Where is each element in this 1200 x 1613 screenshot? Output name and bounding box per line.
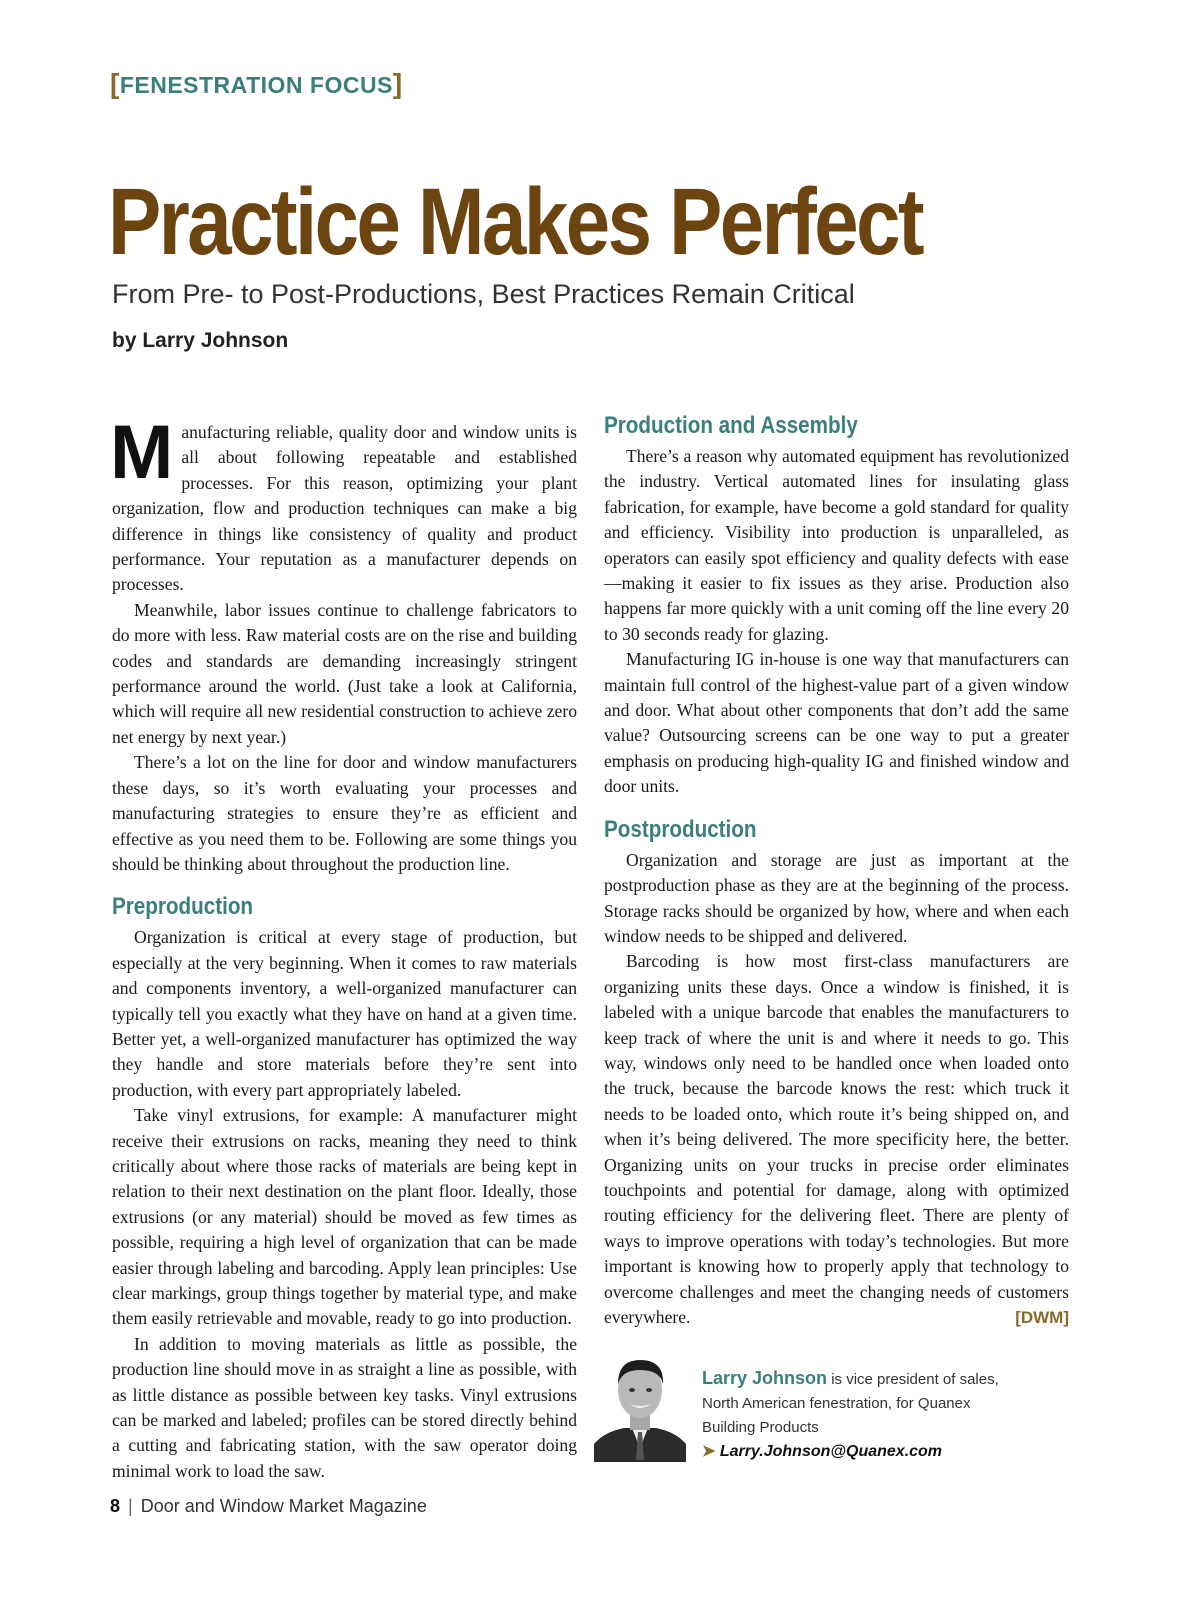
publication-name: Door and Window Market Magazine (140, 1496, 427, 1516)
final-paragraph-text: Barcoding is how most first-class manufacturers are organizing units these days. Once a window is finished, it is labeled with a unique barcode that enables the manufacturers to keep track of where the unit is and where it needs to go. This way, windows only need to be handled once when loaded onto the truck, because the barcode knows the rest: which truck it needs to be loaded onto, which route it’s being shipped on, and when it’s being delivered. The more specificity here, the better. Organizing units on your trucks in precise order eliminates touchpoints and potential for damage, along with optimized routing efficiency for the delivering fleet. There are plenty of ways to improve operations with today’s technologies. But more important is knowing how to properly apply that technology to overcome challenges and meet the changing needs of customers everywhere. (604, 951, 1069, 1327)
body-paragraph: Manufacturing IG in-house is one way that manufacturers can maintain full control of the highest-value part of a given window and door. What about other components that don’t add the same value? Outsourcing screens can be one way to put a greater emphasis on producing high-quality IG and finished window and door units. (604, 649, 1069, 797)
left-column (110, 410, 577, 1484)
intro-paragraph-2: Meanwhile, labor issues continue to challenge fabricators to do more with less. Raw material costs are on the rise and building codes and standards are demanding increasingly stringent performance around the world. (Just take a look at California, which will require all new residential construction to achieve zero net energy by next year.) (112, 599, 577, 747)
section-tag-label: FENESTRATION FOCUS (119, 72, 393, 98)
body-paragraph: Take vinyl extrusions, for example: A manufacturer might receive their extrusions on racks, meaning they need to think critically about where those racks of materials are being kept in relation to their next destination on the plant floor. Ideally, those extrusions (or any material) should be moved as few times as possible, requiring a high level of organization that can be made easier through labeling and barcoding. Apply lean principles: Use clear markings, group things together by material type, and make them easily retrievable and movable, ready to go into production. (112, 1105, 577, 1329)
footer-separator: | (128, 1496, 133, 1516)
author-email[interactable]: Larry.Johnson@Quanex.com (719, 1443, 943, 1460)
article-title: Practice Makes Perfect (108, 169, 923, 275)
author-bio (594, 1348, 1014, 1463)
intro-paragraph-3: There’s a lot on the line for door and window manufacturers these days, so it’s worth evaluating your processes and manufacturing strategies to ensure they’re as efficient and effective as you need them to be. Following are some things you should be thinking about throughout the production line. (112, 752, 577, 874)
bracket-open: [ (110, 68, 120, 99)
author-portrait-image (594, 1348, 686, 1462)
author-email-link[interactable] (702, 1443, 942, 1460)
body-paragraph: Organization is critical at every stage of production, but especially at the very beginning. When it comes to raw materials and components inventory, a well-organized manufacturer can typically tell you exactly what they have on hand at a given time. Better yet, a well-organized manufacturer has optimized the way they handle and store materials before they’re sent into production, with every part appropriately labeled. (112, 927, 577, 1100)
page-footer (110, 1496, 427, 1517)
drop-cap: M (110, 410, 174, 495)
intro-paragraph-1 (110, 410, 577, 598)
section-heading-preproduction: Preproduction (112, 893, 254, 921)
section-tag (110, 68, 403, 100)
end-mark: [DWM] (1015, 1308, 1069, 1327)
bio-description: is vice president of sales, North American fenestration, for Quanex Building Products (702, 1371, 999, 1436)
intro-text: anufacturing reliable, quality door and window units is all about following repeatable and established processes. For this reason, optimizing your plant organization, flow and production techniques can make a big difference in things like consistency of quality and product performance. Your reputation as a manufacturer depends on processes. (112, 422, 577, 595)
section-heading-postproduction: Postproduction (604, 815, 757, 843)
body-paragraph: There’s a reason why automated equipment has revolutionized the industry. Vertical automated lines for insulating glass fabrication, for example, have become a gold standard for quality and efficiency. Visibility into production is unparalleled, as operators can easily spot efficiency and quality defects with ease—making it easier to fix issues as they arise. Production also happens far more quickly with a unit coming off the line every 20 to 30 seconds ready for glazing. (604, 446, 1069, 644)
body-paragraph-final (604, 949, 1069, 1330)
bio-text (702, 1366, 1002, 1464)
author-photo (594, 1348, 686, 1462)
page-number: 8 (110, 1496, 121, 1516)
bracket-close: ] (392, 68, 403, 99)
arrow-icon: ➤ (702, 1443, 716, 1460)
body-paragraph: In addition to moving materials as little as possible, the production line should move in as straight a line as possible, with as little distance as possible between key tasks. Vinyl extrusions can be marked and labeled; profiles can be stored directly behind a cutting and fabricating station, with the saw operator doing minimal work to load the saw. (112, 1333, 577, 1481)
section-heading-production-assembly: Production and Assembly (604, 412, 858, 439)
article-byline: by Larry Johnson (112, 329, 289, 352)
right-column (604, 410, 1069, 1330)
body-paragraph: Organization and storage are just as important at the postproduction phase as they are at the beginning of the process. Storage racks should be organized by how, where and when each window needs to be shipped and delivered. (604, 849, 1069, 946)
article-subtitle: From Pre- to Post-Productions, Best Practices Remain Critical (112, 279, 855, 309)
bio-author-name: Larry Johnson (702, 1368, 828, 1388)
